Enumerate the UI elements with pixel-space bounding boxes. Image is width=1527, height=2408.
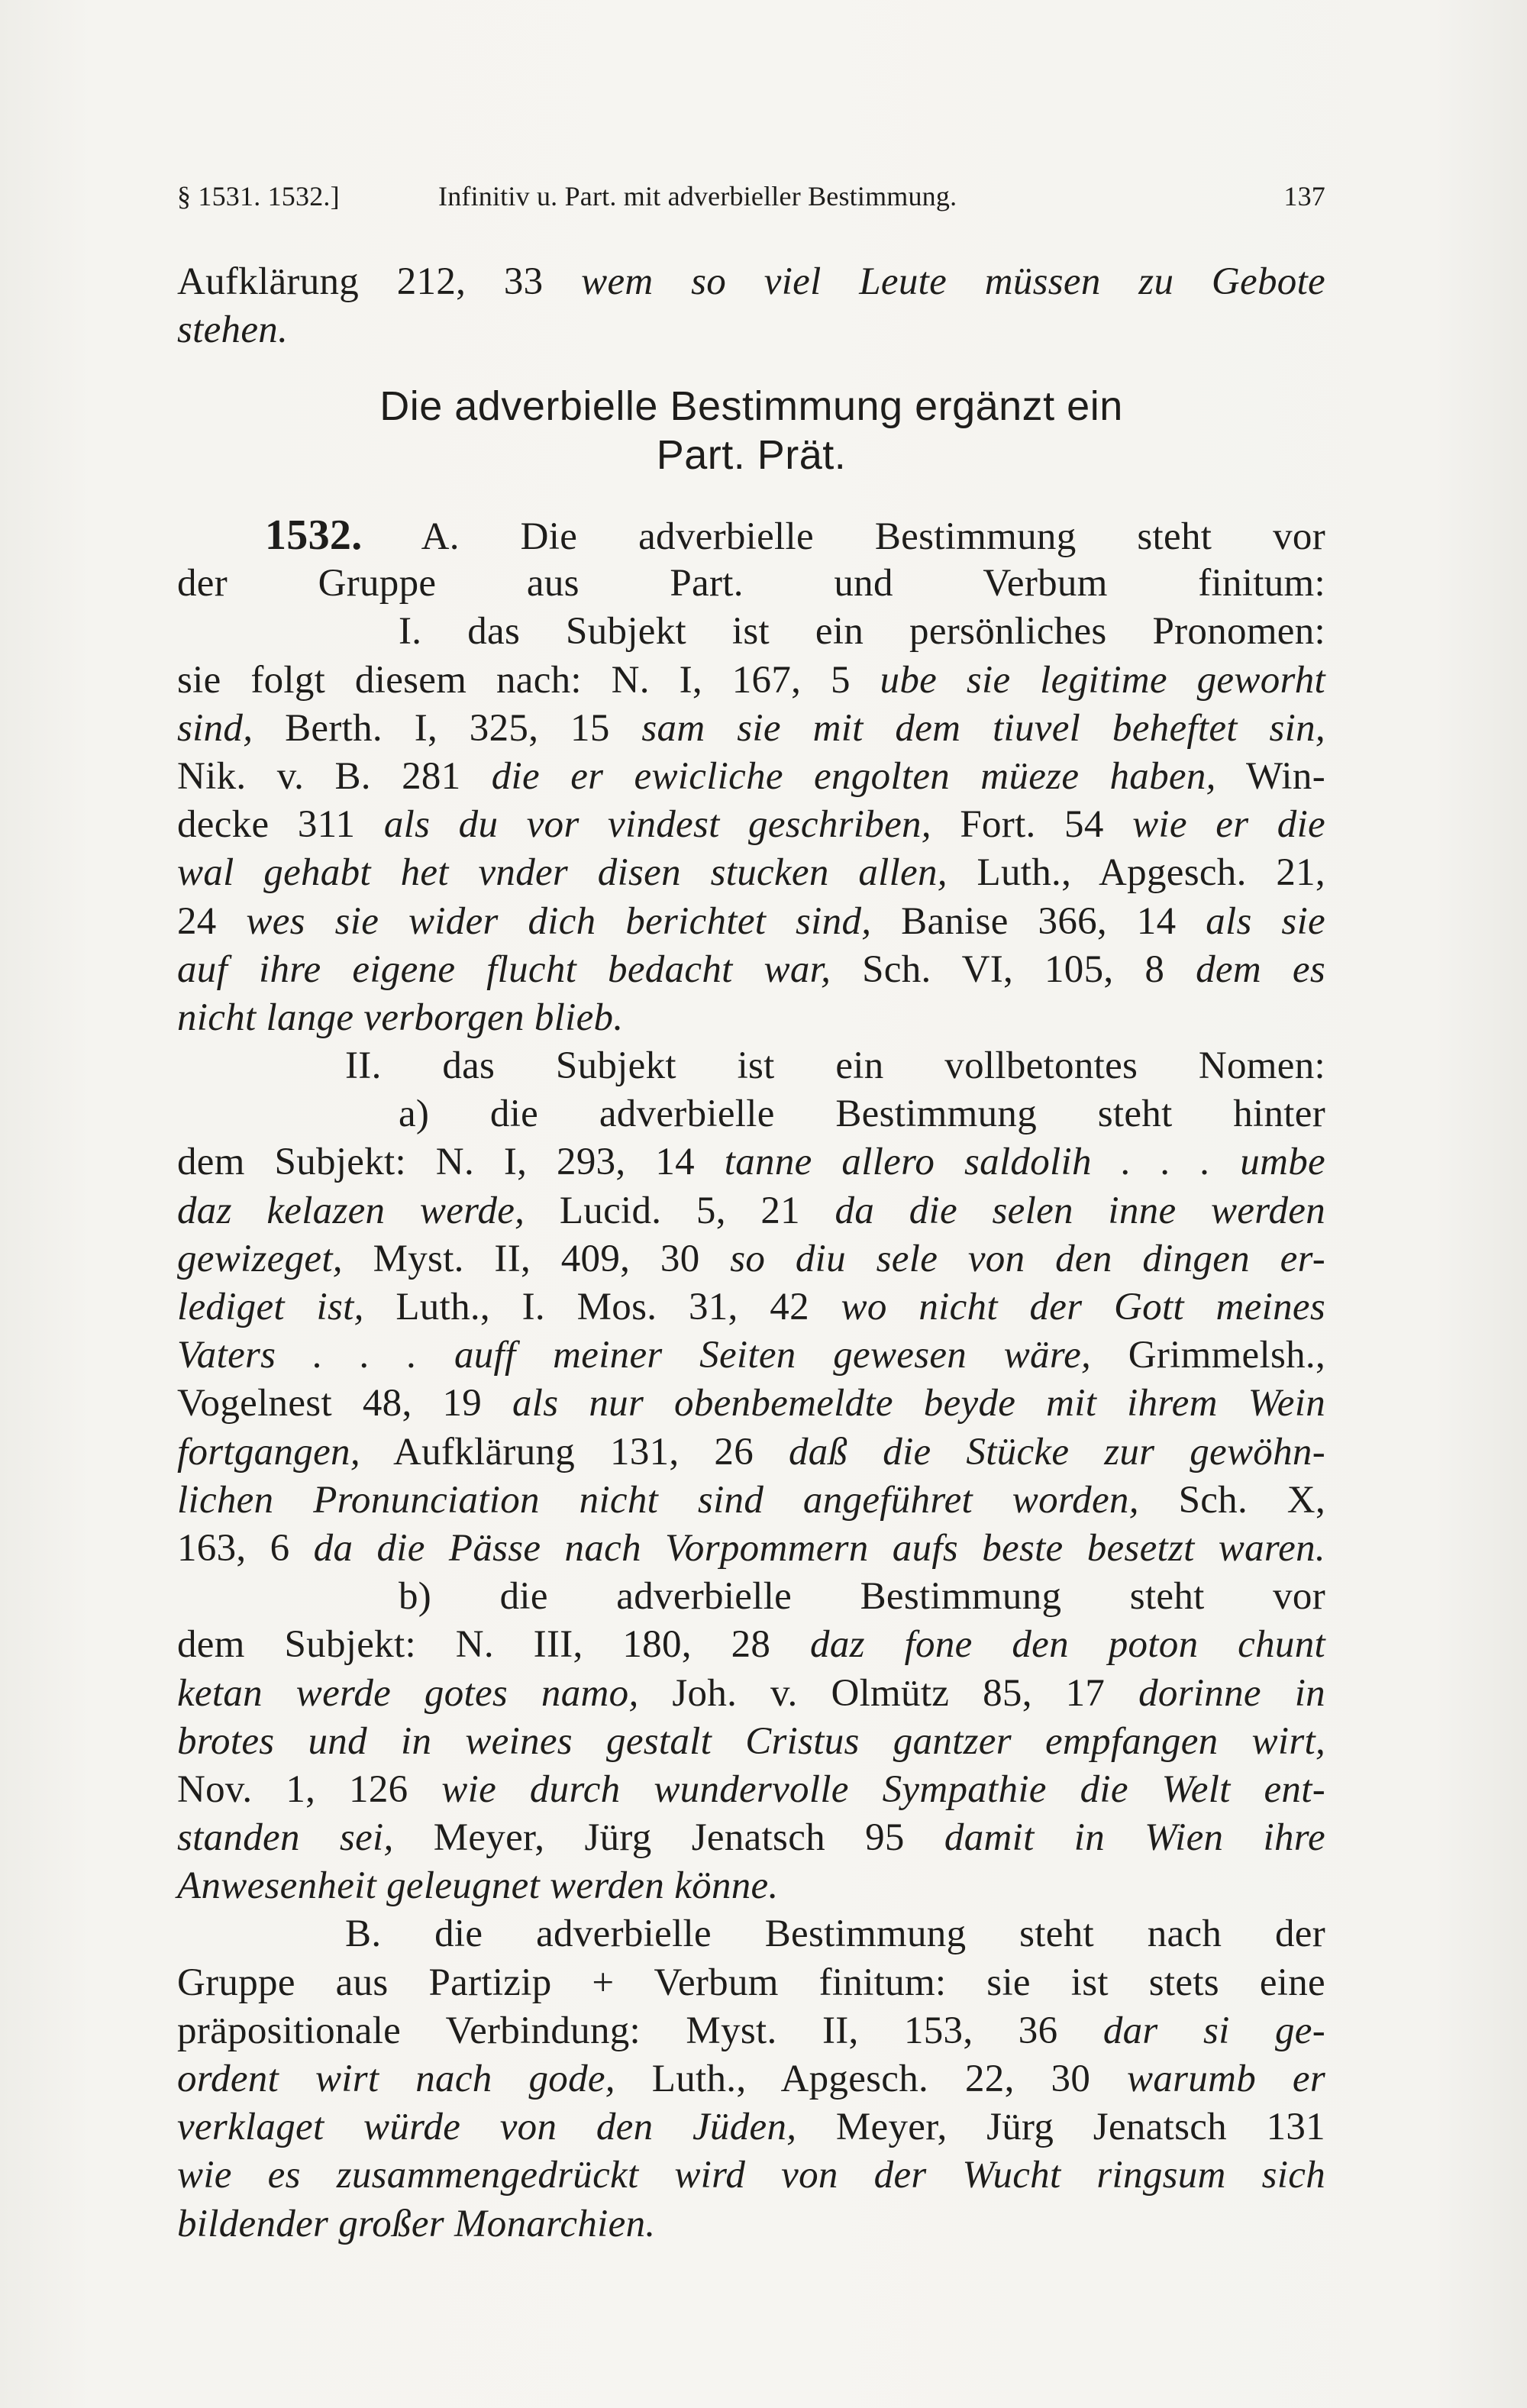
text-line: 24 wes sie wider dich berichtet sind, Banise 366, 14 als sie (177, 899, 1325, 943)
page-number: 137 (1283, 181, 1325, 211)
text-line: I. das Subjekt ist ein persönliches Pronomen: (399, 610, 1325, 654)
text-line: Aufklärung 212, 33 wem so viel Leute müssen zu Gebote (177, 260, 1325, 303)
text-line: b) die adverbielle Bestimmung steht vor (399, 1575, 1325, 1619)
text-line: der Gruppe aus Part. und Verbum finitum: (177, 562, 1325, 605)
text-line: Gruppe aus Partizip + Verbum finitum: sie ist stets eine (177, 1961, 1325, 2004)
text-line: Nov. 1, 126 wie durch wundervolle Sympathie die Welt ent- (177, 1767, 1325, 1811)
heading-line-2: Part. Prät. (656, 432, 847, 478)
text-line: fortgangen, Aufklärung 131, 26 daß die Stücke zur gewöhn- (177, 1430, 1325, 1474)
body-text-main (177, 512, 1325, 2248)
text-line: dem Subjekt: N. III, 180, 28 daz fone den poton chunt (177, 1623, 1325, 1667)
text-line: wal gehabt het vnder disen stucken allen, Luth., Apgesch. 21, (177, 851, 1325, 895)
text-line: B. die adverbielle Bestimmung steht nach der (345, 1913, 1325, 1956)
text-line: Vogelnest 48, 19 als nur obenbemeldte beyde mit ihrem Wein (177, 1382, 1325, 1425)
text-line: brotes und in weines gestalt Cristus gantzer empfangen wirt, (177, 1719, 1325, 1763)
paragraph-number: 1532. (265, 512, 363, 559)
text-line: daz kelazen werde, Lucid. 5, 21 da die selen inne werden (177, 1189, 1326, 1232)
heading-line-1: Die adverbielle Bestimmung ergänzt ein (379, 383, 1123, 429)
text-line: 1532. A. Die adverbielle Bestimmung steht vor (265, 512, 1325, 559)
text-line: Vaters . . . auff meiner Seiten gewesen wäre, Grimmelsh., (177, 1334, 1325, 1377)
body-text-top (177, 258, 1325, 354)
text-line: sie folgt diesem nach: N. I, 167, 5 ube sie legitime geworht (177, 658, 1325, 702)
text-line: Nik. v. B. 281 die er ewicliche engolten müeze haben, Win- (177, 754, 1325, 798)
section-heading (177, 382, 1325, 479)
running-head (177, 180, 1325, 218)
running-head-section-ref: § 1531. 1532.] (177, 181, 340, 211)
text-line: präpositionale Verbindung: Myst. II, 153, 36 dar si ge- (177, 2009, 1325, 2052)
text-line: 163, 6 da die Pässe nach Vorpommern aufs beste besetzt waren. (177, 1526, 1325, 1570)
text-line: decke 311 als du vor vindest geschriben, Fort. 54 wie er die (177, 803, 1325, 847)
text-line: standen sei, Meyer, Jürg Jenatsch 95 damit in Wien ihre (177, 1816, 1325, 1860)
text-line: bildender großer Monarchien. (177, 2202, 656, 2245)
text-line: sind, Berth. I, 325, 15 sam sie mit dem tiuvel beheftet sin, (177, 706, 1325, 750)
text-line: lichen Pronunciation nicht sind angeführet worden, Sch. X, (177, 1478, 1325, 1522)
text-line: verklaget würde von den Jüden, Meyer, Jürg Jenatsch 131 (177, 2106, 1325, 2149)
text-line: II. das Subjekt ist ein vollbetontes Nomen: (345, 1044, 1325, 1088)
text-line: ordent wirt nach gode, Luth., Apgesch. 22, 30 warumb er (177, 2058, 1326, 2100)
text-line: nicht lange verborgen blieb. (177, 996, 624, 1039)
text-line: lediget ist, Luth., I. Mos. 31, 42 wo nicht der Gott meines (177, 1286, 1325, 1328)
text-line: auf ihre eigene flucht bedacht war, Sch. VI, 105, 8 dem es (177, 947, 1325, 991)
text-line: stehen. (177, 308, 289, 352)
text-line: dem Subjekt: N. I, 293, 14 tanne allero saldolih . . . umbe (177, 1141, 1325, 1184)
text-line: Anwesenheit geleugnet werden könne. (177, 1864, 779, 1908)
text-line: gewizeget, Myst. II, 409, 30 so diu sele von den dingen er- (177, 1237, 1325, 1280)
text-line: a) die adverbielle Bestimmung steht hinter (399, 1093, 1325, 1136)
text-line: ketan werde gotes namo, Joh. v. Olmütz 85, 17 dorinne in (177, 1671, 1325, 1715)
text-line: wie es zusammengedrückt wird von der Wucht ringsum sich (177, 2154, 1325, 2197)
running-head-title: Infinitiv u. Part. mit adverbieller Bestimmung. (438, 181, 957, 211)
